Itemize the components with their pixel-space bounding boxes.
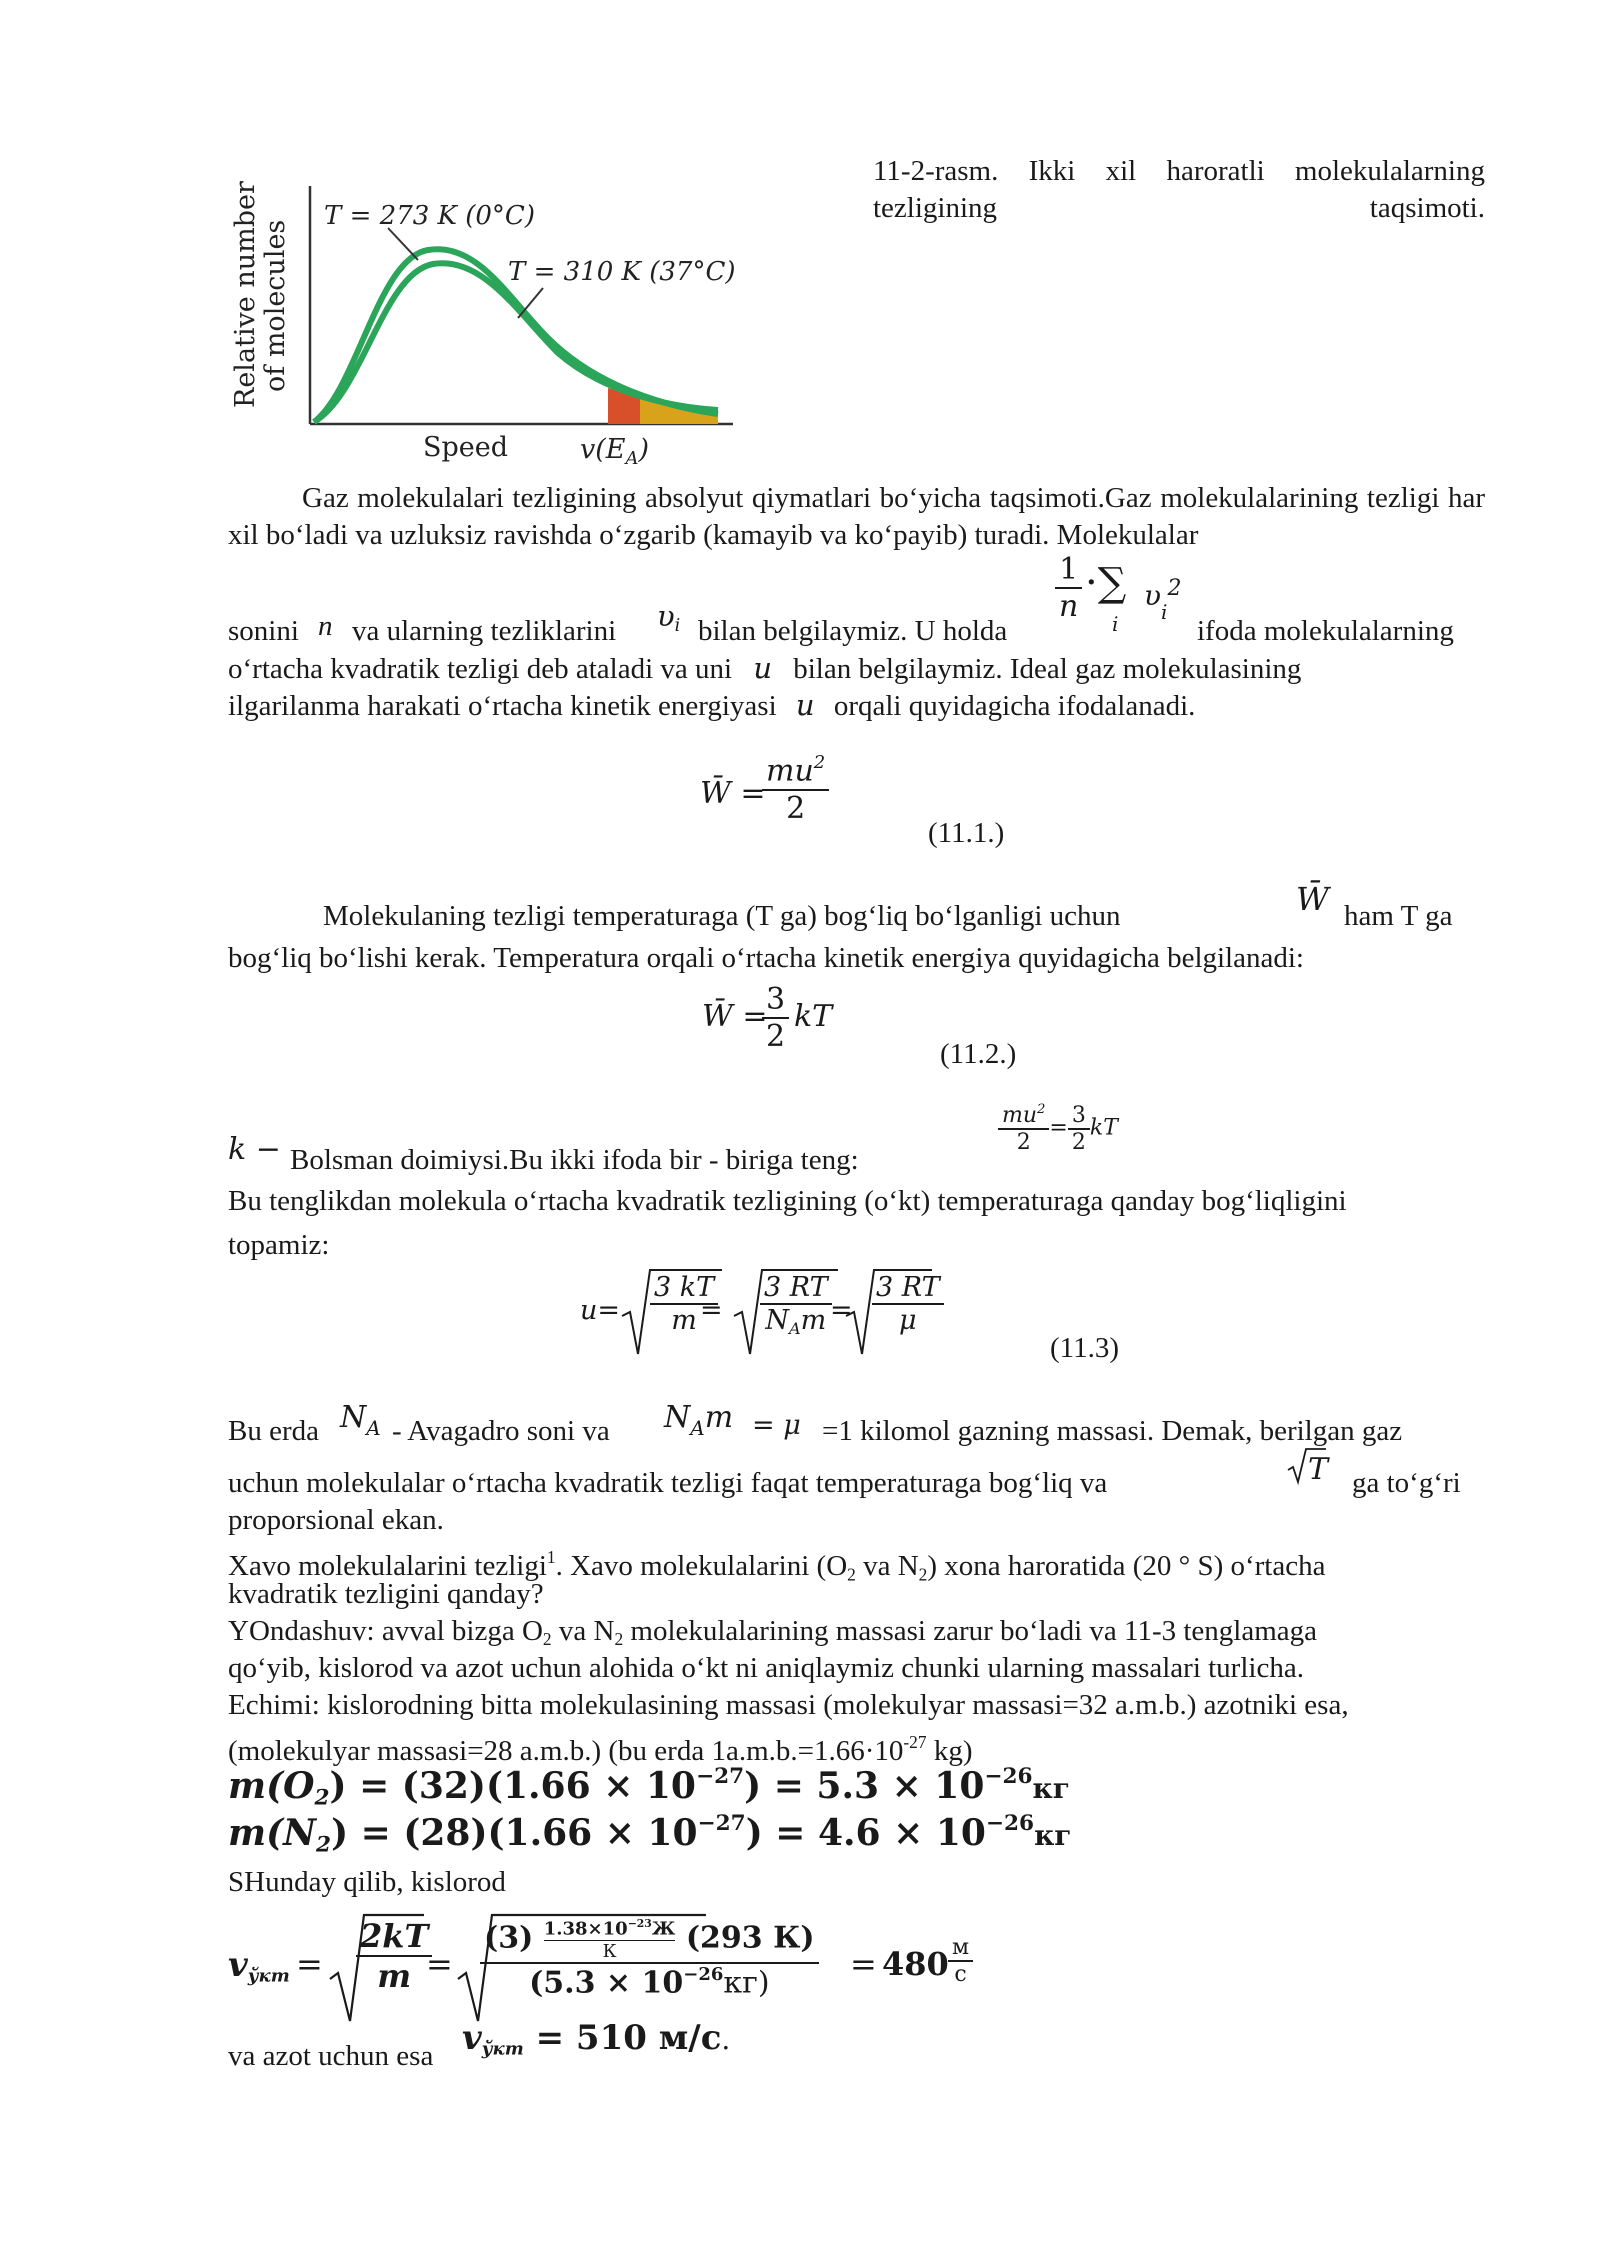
- p3-line2: Bu tenglikdan molekula o‘rtacha kvadratik tezligining (o‘kt) temperaturaga qanday bog‘liqligini: [228, 1185, 1347, 1217]
- eq2-fraction: $\frac{3}{2}$: [762, 982, 789, 1054]
- eq2-rhs: kT: [794, 999, 833, 1034]
- x-axis-label: Speed: [423, 432, 509, 463]
- pointer-273k: [388, 228, 418, 260]
- p2-line2: bog‘liq bo‘lishi kerak. Temperatura orqali o‘rtacha kinetik energiya quyidagicha belgilanadi:: [228, 942, 1304, 974]
- p3-line3: topamiz:: [228, 1229, 330, 1261]
- vrms-eq2: =: [426, 1945, 453, 1983]
- figure-caption: 11-2-rasm. Ikki xil haroratli molekulalarning tezligining taqsimoti.: [873, 155, 1485, 224]
- speed-distribution-figure: [228, 178, 758, 478]
- vrms-unit: $\frac{м}{с}$: [948, 1935, 973, 1987]
- symbol-mu: = μ: [752, 1410, 801, 1441]
- paragraph-distribution: Gaz molekulalari tezligining absolyut qiymatlari bo‘yicha taqsimoti.Gaz molekulalarining tezligi har xil bo‘ladi va uzluksiz ravishda o‘zgarib (kamayib va ko‘payib) turadi. Molekulalar: [228, 482, 1485, 551]
- sum-v: $\upsilon_i^2$: [1144, 576, 1182, 624]
- text-azot: va azot uchun esa: [228, 2040, 434, 2072]
- eq3-eq2: =: [830, 1295, 853, 1326]
- azot-velocity: $v_{ўкт} = 510$ м/с.: [462, 2018, 731, 2060]
- y-axis-label-1: Relative number: [230, 181, 261, 408]
- eq1-fraction: $\frac{mu^2}{2}$: [762, 752, 829, 826]
- text-avagadro: - Avagadro soni va: [392, 1415, 610, 1447]
- vrms-lhs: $v_{ўкт}$: [228, 1945, 290, 1987]
- text-uchun: uchun molekulalar o‘rtacha kvadratik tezligi faqat temperaturaga bog‘liq va: [228, 1467, 1108, 1499]
- vrms-equation: [228, 1905, 988, 2025]
- vrms-result: 480: [882, 1945, 949, 1983]
- symbol-vi: $\upsilon_i$: [657, 599, 681, 637]
- symbol-na: $N_A$: [340, 1400, 381, 1440]
- text-kilomol: =1 kilomol gazning massasi. Demak, berilgan gaz: [822, 1415, 1403, 1447]
- text-proporsional: proporsional ekan.: [228, 1504, 444, 1536]
- eq2-lhs: W̄ =: [702, 999, 768, 1034]
- equality-formula: $\frac{mu^2}{2}$ = $\frac{3}{2}$ kT: [998, 1102, 1118, 1155]
- text-echimi: Echimi: kislorodning bitta molekulasining massasi (molekulyar massasi=32 a.m.b.) azotniki esa,: [228, 1689, 1349, 1721]
- line-ilgarilanma: ilgarilanma harakati o‘rtacha kinetik energiyasi u orqali quyidagicha ifodalanadi.: [228, 688, 1196, 722]
- eq1-number: (11.1.): [928, 817, 1005, 849]
- text-shunday: SHunday qilib, kislorod: [228, 1866, 506, 1898]
- symbol-nam: $N_Am$: [664, 1400, 734, 1440]
- text-molekulyar: (molekulyar massasi=28 a.m.b.) (bu erda $1a.m.b.=1.66\cdot 10^{-27}$ kg): [228, 1732, 973, 1768]
- eq3-lhs: u=: [580, 1295, 621, 1326]
- bolsman-text: Bolsman doimiysi.Bu ikki ifoda bir - biriga teng:: [290, 1144, 859, 1176]
- text-bu-erda: Bu erda: [228, 1415, 319, 1447]
- symbol-k: k −: [228, 1132, 281, 1167]
- eq3-number: (11.3): [1050, 1332, 1119, 1364]
- label-310k: T = 310 K (37°C): [508, 257, 736, 287]
- x-axis-marker: $v(E_A)$: [580, 434, 650, 469]
- pointer-310k: [518, 288, 543, 318]
- text-qoyib: qo‘yib, kislorod va azot uchun alohida o‘kt ni aniqlaymiz chunki ularning massalari turlicha.: [228, 1652, 1304, 1684]
- eq3-eq1: =: [700, 1295, 723, 1326]
- text-ifoda: ifoda molekulalarning: [1197, 615, 1454, 647]
- symbol-t: T: [1308, 1452, 1329, 1487]
- p2-line1b: ham T ga: [1344, 900, 1453, 932]
- vrms-frac1: $\frac{2kT}{m}$: [356, 1917, 432, 1995]
- vrms-eq1: =: [296, 1945, 323, 1983]
- eq3-frac3: $\frac{3 RT}{\mu}$: [872, 1272, 944, 1336]
- line-ortacha: o‘rtacha kvadratik tezligi deb ataladi va uni u bilan belgilaymiz. Ideal gaz molekulasining: [228, 651, 1302, 685]
- vrms-eq3: =: [850, 1945, 877, 1983]
- p2-line1a: Molekulaning tezligi temperaturaga (T ga) bog‘liq bo‘lganligi uchun: [323, 900, 1121, 932]
- vrms-inner-frac: (3) $1.38\times 10^{-23}Ж$ К (293 К) $(5.3 \times 10^{-26}кг)$: [480, 1917, 819, 2000]
- eq3-frac2: $\frac{3 RT}{N_Am}$: [760, 1272, 832, 1338]
- curve-310k: [314, 263, 718, 422]
- text-sonini: sonini: [228, 615, 299, 647]
- text-xavo: Xavo molekulalarini tezligi$^1$. Xavo molekulalarini ($O_2$ va $N_2$) xona haroratida (20 ° S) o‘rtacha: [228, 1547, 1326, 1585]
- label-273k: T = 273 K (0°C): [324, 201, 535, 231]
- sum-index: i: [1112, 612, 1119, 636]
- symbol-n: n: [318, 610, 333, 642]
- mass-n2-equation: $m(N_2) = (28)(1.66 \times 10^{-27}) = 4.6 \times 10^{-26}кг$: [228, 1811, 1072, 1858]
- sum-formula: $\frac{1}{n}$: [1055, 552, 1082, 624]
- mass-o2-equation: $m(O_2) = (32)(1.66 \times 10^{-27}) = 5.3 \times 10^{-26}кг$: [228, 1764, 1070, 1811]
- y-axis-label-2: of molecules: [260, 219, 291, 392]
- sum-sign: ·∑: [1085, 560, 1127, 606]
- text-va-ularning: va ularning tezliklarini: [352, 615, 617, 647]
- eq1-lhs: W̄ =: [700, 776, 766, 811]
- text-kvadratik: kvadratik tezligini qanday?: [228, 1578, 544, 1610]
- text-yondashuv: YOndashuv: avval bizga $O_2$ va $N_2$ molekulalarining massasi zarur bo‘ladi va 11-3 tenglamaga: [228, 1615, 1318, 1650]
- text-bilan: bilan belgilaymiz. U holda: [698, 615, 1008, 647]
- eq3-frac1: $\frac{3 kT}{m}$: [650, 1272, 718, 1336]
- p2-w-symbol: W̄: [1296, 880, 1329, 918]
- eq2-number: (11.2.): [940, 1038, 1017, 1070]
- text-ga-togri: ga to‘g‘ri: [1352, 1467, 1461, 1499]
